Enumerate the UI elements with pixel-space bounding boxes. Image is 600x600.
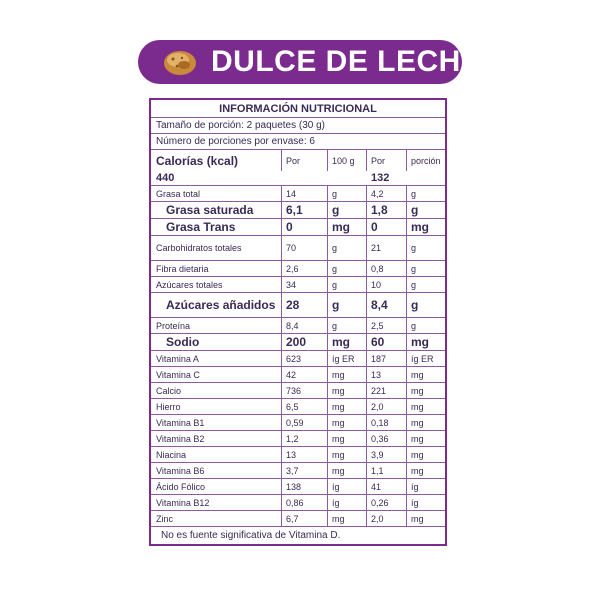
unit-per-portion: mg [411,449,424,460]
value-per-portion: 0,18 [371,417,389,428]
col-header-porcion: porción [411,155,441,166]
nutrient-row [151,479,445,495]
unit-per-100g: mg [332,220,350,234]
value-per-100g: 0,86 [286,497,304,508]
nutrient-row [151,261,445,277]
nutrient-row [151,202,445,219]
value-per-portion: 4,2 [371,188,384,199]
value-per-portion: 221 [371,385,387,396]
calories-values-row [151,171,445,186]
nutrient-name: Vitamina B12 [156,497,210,508]
value-per-portion: 0,8 [371,263,384,274]
nutrient-name: Vitamina B6 [156,465,205,476]
unit-per-portion: g [411,320,417,331]
unit-per-100g: mg [332,449,345,460]
unit-per-100g: g [332,320,338,331]
nutrient-row [151,431,445,447]
unit-per-100g: mg [332,465,345,476]
unit-per-100g: g [332,279,338,290]
nutrient-name: Proteína [156,320,191,331]
value-per-100g: 28 [286,298,300,312]
nutrient-row [151,415,445,431]
value-per-portion: 1,1 [371,465,384,476]
calories-per-100g: 440 [156,172,175,184]
unit-per-portion: mg [411,385,424,396]
nutrient-row [151,293,445,318]
nutrient-name: Ácido Fólico [156,481,206,492]
unit-per-100g: g [332,203,340,217]
value-per-100g: 13 [286,449,297,460]
unit-per-100g: mg [332,335,350,349]
col-header-100g: 100 g [332,155,355,166]
unit-per-portion: mg [411,417,424,428]
nutrient-name: Vitamina B2 [156,433,205,444]
nutrient-name: Sodio [166,335,200,349]
unit-per-portion: g [411,263,417,274]
calories-header-row [151,150,445,171]
value-per-100g: 200 [286,335,307,349]
nutrient-row [151,447,445,463]
nutrient-row [151,383,445,399]
value-per-portion: 60 [371,335,385,349]
value-per-portion: 2,5 [371,320,384,331]
nutrient-name: Grasa total [156,188,201,199]
unit-per-100g: íg [332,497,340,508]
value-per-portion: 2,0 [371,513,384,524]
unit-per-100g: mg [332,513,345,524]
value-per-100g: 1,2 [286,433,299,444]
value-per-portion: 41 [371,481,382,492]
unit-per-portion: g [411,203,419,217]
value-per-100g: 42 [286,369,297,380]
value-per-100g: 736 [286,385,302,396]
unit-per-portion: g [411,243,417,253]
unit-per-portion: g [411,298,419,312]
col-header-por-2: Por [371,155,386,166]
nutrient-row [151,511,445,527]
value-per-100g: 14 [286,188,297,199]
unit-per-100g: íg [332,481,340,492]
value-per-100g: 6,1 [286,203,303,217]
nutrient-row [151,186,445,202]
nutrient-name: Vitamina A [156,353,199,364]
unit-per-100g: g [332,243,338,253]
nutrient-row [151,236,445,261]
nutrient-row [151,495,445,511]
nutrient-name: Azúcares totales [156,279,223,290]
product-title: DULCE DE LECHE [211,45,482,78]
unit-per-portion: mg [411,433,424,444]
value-per-100g: 6,5 [286,401,299,412]
panel-title: INFORMACIÓN NUTRICIONAL [151,100,445,118]
nutrient-row [151,318,445,334]
value-per-100g: 2,6 [286,263,299,274]
value-per-portion: 187 [371,353,387,364]
value-per-portion: 13 [371,369,382,380]
unit-per-100g: g [332,263,338,274]
nutrient-name: Niacina [156,449,187,460]
nutrient-name: Carbohidratos totales [156,243,242,253]
unit-per-portion: mg [411,401,424,412]
unit-per-portion: íg ER [411,353,434,364]
nutrient-name: Zinc [156,513,174,524]
value-per-portion: 21 [371,243,382,253]
unit-per-100g: mg [332,433,345,444]
nutrient-row [151,351,445,367]
nutrient-name: Hierro [156,401,181,412]
unit-per-portion: mg [411,465,424,476]
nutrient-name: Grasa Trans [166,220,236,234]
nutrient-row [151,334,445,351]
calories-label: Calorías (kcal) [156,153,239,168]
unit-per-100g: mg [332,385,345,396]
value-per-100g: 623 [286,353,302,364]
unit-per-portion: mg [411,220,429,234]
unit-per-portion: mg [411,335,429,349]
nutrient-name: Calcio [156,385,182,396]
value-per-portion: 1,8 [371,203,388,217]
value-per-portion: 8,4 [371,298,388,312]
value-per-portion: 0,36 [371,433,389,444]
serving-size: Tamaño de porción: 2 paquetes (30 g) [151,118,445,134]
unit-per-100g: g [332,298,340,312]
nutrient-row [151,367,445,383]
value-per-100g: 0,59 [286,417,304,428]
value-per-100g: 0 [286,220,293,234]
value-per-100g: 8,4 [286,320,299,331]
unit-per-portion: íg [411,497,419,508]
nutrient-row [151,277,445,293]
unit-per-100g: íg ER [332,353,355,364]
unit-per-portion: mg [411,513,424,524]
value-per-portion: 10 [371,279,382,290]
unit-per-portion: g [411,279,417,290]
product-banner [138,40,482,84]
col-header-por-1: Por [286,155,301,166]
servings-per-container: Número de porciones por envase: 6 [151,134,445,150]
value-per-100g: 34 [286,279,297,290]
unit-per-portion: g [411,188,417,199]
value-per-portion: 0 [371,220,378,234]
unit-per-100g: g [332,188,338,199]
nutrient-name: Grasa saturada [166,203,254,217]
value-per-100g: 138 [286,481,302,492]
unit-per-100g: mg [332,369,345,380]
unit-per-portion: íg [411,481,419,492]
value-per-portion: 0,26 [371,497,389,508]
nutrient-name: Vitamina C [156,369,200,380]
dulce-de-leche-pastry-icon [162,47,198,77]
value-per-100g: 70 [286,243,297,253]
value-per-portion: 2,0 [371,401,384,412]
value-per-100g: 6,7 [286,513,299,524]
nutrition-facts-panel [149,98,447,546]
nutrient-row [151,219,445,236]
nutrient-row [151,399,445,415]
nutrient-name: Azúcares añadidos [166,297,276,312]
unit-per-100g: mg [332,401,345,412]
nutrient-name: Vitamina B1 [156,417,205,428]
nutrient-row [151,463,445,479]
unit-per-portion: mg [411,369,424,380]
calories-per-portion: 132 [371,172,390,184]
value-per-100g: 3,7 [286,465,299,476]
footer-note: No es fuente significativa de Vitamina D. [161,530,341,541]
nutrient-name: Fibra dietaria [156,263,209,274]
value-per-portion: 3,9 [371,449,384,460]
unit-per-100g: mg [332,417,345,428]
